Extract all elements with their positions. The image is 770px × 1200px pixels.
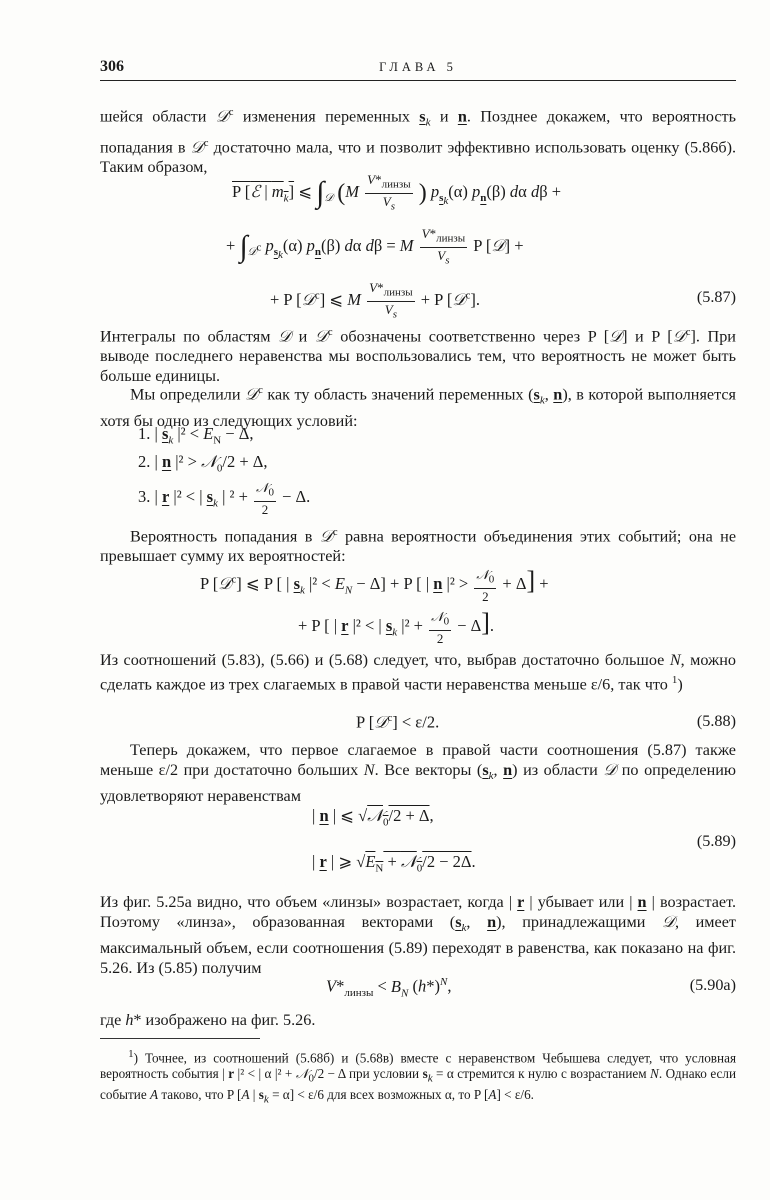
equation-5-90a: $V*_{линзы} < B_N$ $(h*)^N$, xyxy=(326,976,452,999)
union-inequality-line-2: + P [ | r |² < | $s_k$ |² + $\frac{𝒩_0}{2}$ − Δ]. xyxy=(298,608,495,646)
page-number: 306 xyxy=(100,58,124,75)
condition-2: 2. | n |² > 𝒩$_0$/2 + Δ, xyxy=(138,452,268,475)
equation-5-87-line-3: + P [𝒟$^c$] ⩽ M $\frac{V*_{линзы}}{V_s}$ + P [𝒟$^c$]. xyxy=(270,280,481,321)
equation-5-87-line-2: + $\int_{𝒟^c}$ $p_{s_k}(\alpha)$ $p_n(\beta)$ dα dβ = M $\frac{V*_{линзы}}{V_s}$ P [𝒟] + xyxy=(226,226,524,267)
paragraph-7: Из фиг. 5.25а видно, что объем «линзы» возрастает, когда | r | убывает или | n | возрастает. Поэтому «линза», образованная векторами ($s_k$, n), принадлежащими 𝒟, имеет максимальный объем, если соотношения (5.89) переходят в равенства, как показано на фиг. 5.26. Из (5.85) получим xyxy=(100,893,736,978)
equation-5-88: P [𝒟$^c$] < ε/2. xyxy=(356,712,440,732)
running-head: ГЛАВА 5 xyxy=(379,60,457,74)
equation-5-89-line-1: | n | ⩽ √𝒩$_0$/2 + Δ, xyxy=(312,806,434,829)
equation-5-89-line-2: | r | ⩾ $√E_N$ + 𝒩$_0$/2 − 2Δ. xyxy=(312,852,476,875)
footnote: $^1$) Точнее, из соотношений (5.68б) и (5.68в) вместе с неравенством Чебышева следует, что условная вероятность события | r |² < | α |² + 𝒩$_0$/2 − Δ при условии $s_k = \alpha$ стремится к нулю с возрастанием N. Однако если событие A таково, что P [A | $s_k = \alpha] < \varepsilon/6$ для всех возможных α, то P [A] < ε/6. xyxy=(100,1048,737,1106)
equation-number-5-89: (5.89) xyxy=(696,832,736,850)
equation-number-5-88: (5.88) xyxy=(696,712,736,730)
paragraph-1: шейся области 𝒟$^c$ изменения переменных $s_k$ и n. Позднее докажем, что вероятность попадания в 𝒟$^c$ достаточно мала, что и позволит эффективно использовать оценку (5.86б). Таким образом, xyxy=(100,106,736,177)
union-inequality-line-1: P [𝒟$^c$] ⩽ P [ | $s_k$ $|^2 < E_N - \Delta] + P$ [ | n |² > $\frac{𝒩_0}{2}$ + Δ] + xyxy=(200,566,549,604)
paragraph-3: Мы определили 𝒟$^c$ как ту область значений переменных ($s_k$, n), в которой выполняется хотя бы одно из следующих условий: xyxy=(100,384,736,430)
paragraph-8: где h* изображено на фиг. 5.26. xyxy=(100,1011,316,1029)
equation-number-5-87: (5.87) xyxy=(696,288,736,306)
footnote-rule xyxy=(100,1038,260,1039)
paragraph-6: Теперь докажем, что первое слагаемое в правой части соотношения (5.87) также меньше ε/2 при достаточно больших N. Все векторы ($s_k$, n) из области 𝒟 по определению удовлетворяют неравенствам xyxy=(100,741,736,806)
condition-1: 1. | $s_k$ $|^2 < E_N - \Delta$, xyxy=(138,424,254,447)
equation-number-5-90a: (5.90а) xyxy=(689,976,736,994)
page-header xyxy=(100,58,736,81)
paragraph-2: Интегралы по областям 𝒟 и 𝒟$^c$ обозначены соответственно через P [𝒟] и P [𝒟$^c$]. При выводе последнего неравенства мы воспользовались тем, что вероятность не может быть больше единицы. xyxy=(100,326,736,386)
paragraph-4: Вероятность попадания в 𝒟$^c$ равна вероятности объединения этих событий; она не превышает сумму их вероятностей: xyxy=(100,526,737,566)
paragraph-5: Из соотношений (5.83), (5.66) и (5.68) следует, что, выбрав достаточно большое N, можно сделать каждое из трех слагаемых в правой части неравенства меньше ε/6, так что $^1$) xyxy=(100,651,736,694)
equation-5-87-line-1: P [ℰ | $m_k$] ⩽ $\int_𝒟$ (M $\frac{V*_{линзы}}{V_s}$ ) $p_{s_k}(\alpha)$ $p_n(\beta)$ dα dβ + xyxy=(232,172,562,213)
condition-3: 3. | r |² < | $s_k$ | ² + $\frac{𝒩_0}{2}$ − Δ. xyxy=(138,480,311,517)
